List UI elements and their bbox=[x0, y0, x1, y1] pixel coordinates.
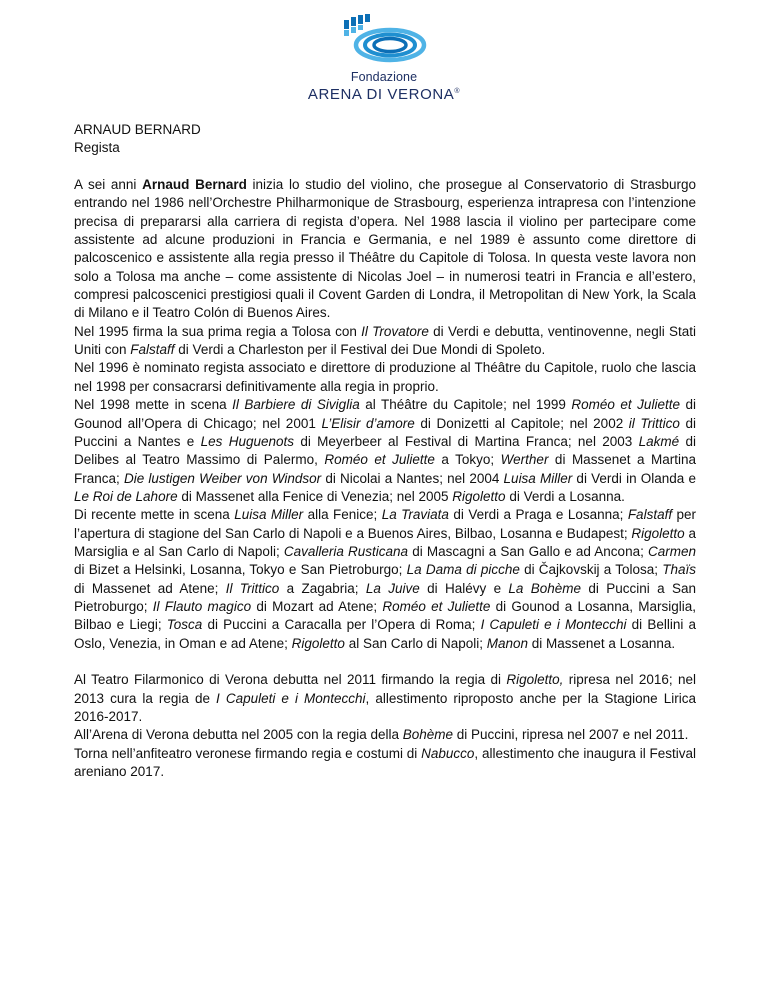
artist-name: ARNAUD BERNARD bbox=[74, 122, 201, 137]
text-run: di Gounod all’Opera di Chicago; nel 2001 bbox=[74, 397, 696, 431]
opera-title: La Dama di picche bbox=[406, 562, 520, 578]
opera-title: Luisa Miller bbox=[234, 507, 304, 523]
text-run: a Zagabria; bbox=[279, 580, 366, 596]
text-run: di Halévy e bbox=[419, 580, 509, 596]
text-run: di Verdi a Praga e Losanna; bbox=[448, 507, 628, 523]
text-run: di Massenet a Losanna. bbox=[528, 635, 676, 651]
text-run: di Gounod a Losanna, Marsiglia, Bilbao e Liegi; bbox=[74, 598, 697, 633]
opera-title: Il Trovatore bbox=[361, 323, 429, 339]
text-run: Nel 1995 firma la sua prima regia a Tolosa con bbox=[74, 323, 362, 339]
opera-title: Manon bbox=[486, 635, 529, 651]
text-run: di Puccini, ripresa nel 2007 e nel 2011. bbox=[453, 727, 689, 743]
opera-title: Il Barbiere di Siviglia bbox=[232, 397, 360, 413]
paragraph bbox=[74, 726, 696, 744]
paragraph bbox=[74, 671, 696, 726]
text-run: a Marsiglia e al San Carlo di Napoli; bbox=[74, 525, 696, 559]
text-run: Nel 1998 mette in scena bbox=[74, 397, 233, 413]
opera-title: I Capuleti e i Montecchi bbox=[216, 690, 366, 706]
text-run: di Nicolai a Nantes; nel 2004 bbox=[321, 470, 504, 486]
biography-section-verona bbox=[74, 671, 696, 781]
opera-title: Rigoletto bbox=[291, 635, 345, 651]
text-run: , allestimento che inaugura il Festival areniano 2017. bbox=[74, 745, 697, 780]
opera-title: Werther bbox=[500, 452, 549, 468]
opera-title: Rigoletto bbox=[452, 488, 506, 504]
registered-mark: ® bbox=[454, 88, 461, 95]
text-run: a Tokyo; bbox=[434, 452, 501, 468]
spacer bbox=[74, 653, 696, 671]
logo-arena-text: ARENA DI VERONA bbox=[307, 86, 455, 103]
text-run: di Massenet ad Atene; bbox=[74, 580, 226, 596]
text-run: di Massenet alla Fenice di Venezia; nel 2005 bbox=[177, 488, 453, 504]
opera-title: I Capuleti e i Montecchi bbox=[480, 617, 627, 633]
text-run: Nel 1996 è nominato regista associato e direttore di produzione al Théâtre du Capitole, ruolo che lascia nel 1998 per consacrarsi definitivamente alla regia in proprio. bbox=[74, 360, 696, 394]
opera-title: Roméo et Juliette bbox=[571, 397, 680, 413]
biography-section-career bbox=[74, 176, 696, 653]
spacer bbox=[74, 158, 696, 176]
text-run: di Bellini a Oslo, Venezia, in Oman e ad Atene; bbox=[74, 617, 696, 651]
text-run: di Delibes al Teatro Massimo di Palermo, bbox=[74, 433, 696, 468]
text-run: al San Carlo di Napoli; bbox=[344, 635, 487, 651]
text-run: inizia lo studio del violino, che prosegue al Conservatorio di Strasburgo entrando nel 1986 nell’Orchestre Philharmonique de Strasbourg, esperienza intrapresa con l’intenzione precisa di prepararsi alla carriera di regista d’opera. Nel 1988 lascia il violino per partecipare come assistente ad alcune produzioni in Francia e Germania, e nel 1989 è assunto come direttore di palcoscenico e assistente alla regia presso il Théâtre du Capitole di Tolosa. In questa veste lavora non solo a Tolosa ma anche – come assistente di Nicolas Joel – in numerosi teatri in Francia e all’estero, compresi palcoscenici prestigiosi quali il Covent Garden di Londra, il Metropolitan di New York, la Scala di Milano e il Teatro Colón di Buenos Aires. bbox=[74, 177, 696, 321]
text-run: di Mozart ad Atene; bbox=[251, 598, 383, 614]
opera-title: La Traviata bbox=[381, 507, 449, 523]
text-run: di Puccini a Caracalla per l’Opera di Roma; bbox=[202, 617, 481, 633]
text-run: per l’apertura di stagione del San Carlo di Napoli e a Buenos Aires, Bilbao, Losanna e Budapest; bbox=[74, 507, 697, 541]
logo-arena-label bbox=[0, 86, 768, 103]
opera-title: Luisa Miller bbox=[503, 470, 573, 486]
opera-title: Thaïs bbox=[662, 562, 697, 578]
biography-body bbox=[74, 121, 696, 781]
opera-title: Falstaff bbox=[627, 507, 673, 523]
text-run: di Verdi e debutta, ventinovenne, negli Stati Uniti con bbox=[74, 323, 696, 358]
opera-title: Les Huguenots bbox=[200, 433, 294, 449]
text-run: di Puccini a San Pietroburgo; bbox=[74, 580, 696, 614]
opera-title: Rigoletto bbox=[631, 525, 685, 541]
opera-title: Lakmé bbox=[638, 433, 680, 449]
text-run: Torna nell’anfiteatro veronese firmando regia e costumi di bbox=[74, 745, 422, 761]
artist-role: Regista bbox=[74, 140, 120, 156]
arena-di-verona-logo bbox=[0, 12, 768, 103]
text-run: di Verdi a Losanna. bbox=[505, 488, 625, 504]
text-run: , allestimento riproposto anche per la Stagione Lirica 2016-2017. bbox=[74, 690, 696, 724]
opera-title: Roméo et Juliette bbox=[382, 598, 491, 614]
paragraph bbox=[74, 396, 696, 506]
text-run: di Donizetti al Capitole; nel 2002 bbox=[414, 415, 629, 431]
opera-title: Roméo et Juliette bbox=[324, 452, 435, 468]
opera-title: L’Elisir d’amore bbox=[321, 415, 415, 431]
text-run: ripresa nel 2016; nel 2013 cura la regia de bbox=[74, 672, 696, 706]
opera-title: La Bohème bbox=[508, 580, 582, 596]
text-run: alla Fenice; bbox=[303, 507, 382, 523]
opera-title: il Trittico bbox=[628, 415, 680, 431]
text-run: di Puccini a Nantes e bbox=[74, 415, 696, 449]
paragraph bbox=[74, 359, 696, 396]
text-run: di Verdi in Olanda e bbox=[572, 470, 696, 486]
text-run: Di recente mette in scena bbox=[74, 507, 235, 523]
text-run: di Čajkovskij a Tolosa; bbox=[519, 562, 663, 578]
text-run: A sei anni bbox=[74, 177, 143, 193]
opera-title: Die lustigen Weiber von Windsor bbox=[123, 470, 322, 486]
text-run: All’Arena di Verona debutta nel 2005 con la regia della bbox=[74, 727, 403, 743]
logo-foundation-label: Fondazione bbox=[350, 70, 418, 84]
opera-title: Cavalleria Rusticana bbox=[283, 543, 409, 559]
opera-title: Falstaff bbox=[130, 342, 175, 358]
opera-title: Le Roi de Lahore bbox=[74, 488, 178, 504]
opera-title: Rigoletto, bbox=[506, 672, 564, 688]
paragraph bbox=[74, 176, 696, 323]
opera-title: Il Trittico bbox=[225, 580, 280, 596]
text-run: di Bizet a Helsinki, Losanna, Tokyo e San Pietroburgo; bbox=[74, 562, 407, 578]
paragraph bbox=[74, 323, 696, 360]
paragraph bbox=[74, 506, 696, 653]
text-run: di Meyerbeer al Festival di Martina Franca; nel 2003 bbox=[294, 433, 639, 449]
text-run: di Massenet a Martina Franca; bbox=[74, 452, 696, 486]
opera-title: Il Flauto magico bbox=[152, 598, 252, 614]
arena-amphitheatre-icon bbox=[338, 12, 430, 68]
text-run: al Théâtre du Capitole; nel 1999 bbox=[359, 397, 572, 413]
paragraph bbox=[74, 745, 696, 782]
text-run: di Verdi a Charleston per il Festival dei Due Mondi di Spoleto. bbox=[174, 342, 546, 358]
bold-name: Arnaud Bernard bbox=[142, 177, 247, 193]
opera-title: Nabucco bbox=[421, 745, 475, 761]
opera-title: Bohème bbox=[402, 727, 454, 743]
opera-title: La Juive bbox=[365, 580, 420, 596]
text-run: Al Teatro Filarmonico di Verona debutta nel 2011 firmando la regia di bbox=[74, 672, 507, 688]
text-run: di Mascagni a San Gallo e ad Ancona; bbox=[408, 543, 648, 559]
opera-title: Tosca bbox=[166, 617, 203, 633]
opera-title: Carmen bbox=[647, 543, 696, 559]
